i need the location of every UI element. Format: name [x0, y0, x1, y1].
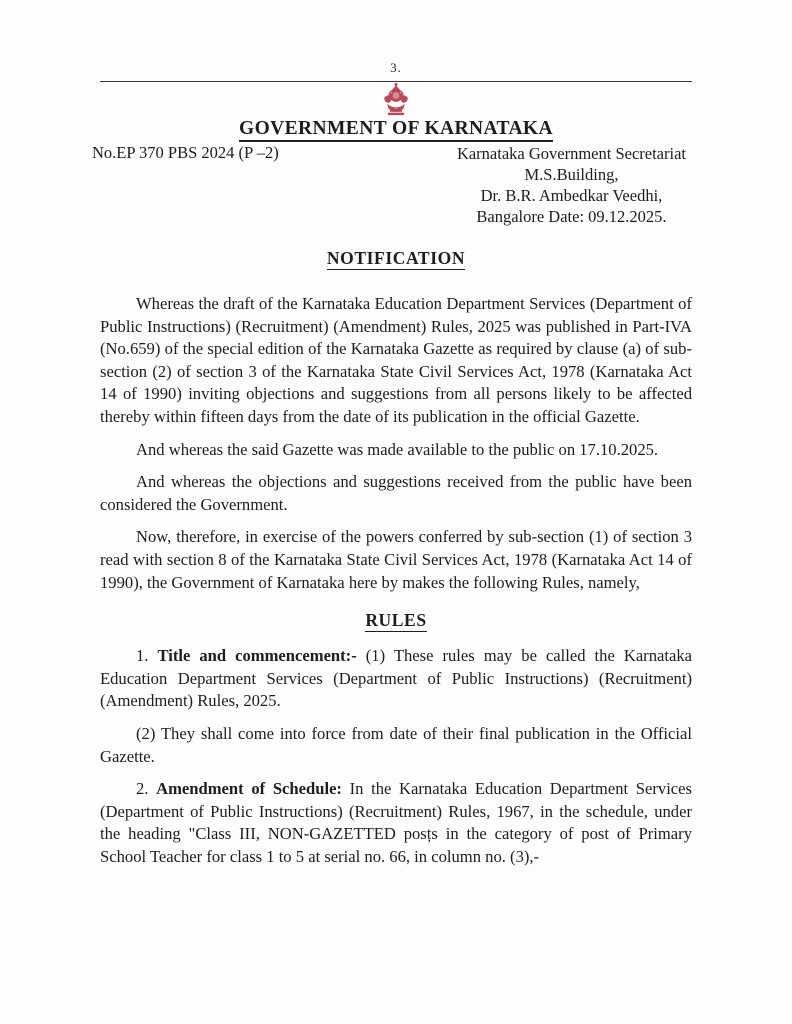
- address-block: [457, 143, 686, 227]
- address-line: M.S.Building,: [524, 165, 619, 184]
- address-line: Karnataka Government Secretariat: [456, 144, 686, 163]
- rule-text: (1) These rules may be called the Karnataka Education Department Services (Department of Public Instructions) (Recruitment) (Amendment) Rules, 2025.: [100, 646, 693, 711]
- org-title: GOVERNMENT OF KARNATAKA: [0, 118, 792, 140]
- paragraph-gazette-available: And whereas the said Gazette was made available to the public on 17.10.2025.: [136, 439, 659, 459]
- karnataka-emblem-icon: [0, 83, 792, 117]
- rule-label: Amendment of Schedule:: [156, 779, 342, 799]
- page-number: 3.: [390, 60, 402, 75]
- notification-body: [100, 293, 692, 594]
- rule-label: Title and commencement:-: [157, 646, 357, 666]
- address-line-date: Bangalore Date: 09.12.2025.: [476, 207, 667, 226]
- header-rule: [100, 81, 692, 82]
- rules-heading: RULES: [365, 610, 427, 631]
- address-line: Dr. B.R. Ambedkar Veedhi,: [480, 186, 663, 205]
- letter-header: [92, 143, 692, 227]
- rule-item-commencement-2: [100, 723, 692, 768]
- rules-body: [100, 645, 692, 868]
- rule-number: 1.: [136, 646, 149, 666]
- paragraph-whereas-draft: Whereas the draft of the Karnataka Education Department Services (Department of Public Instructions) (Recruitment) (Amendment) Rules, 2025 was published in Part-IVA (No.659) of the special edition of the Karnataka Gazette as required by clause (a) of sub-section (2) of section 3 of the Karnataka State Civil Services Act, 1978 (Karnataka Act 14 of 1990) inviting objections and suggestions from all persons likely to be affected thereby within fifteen days from the date of its publication in the official Gazette.: [100, 294, 692, 426]
- paragraph-objections-considered: And whereas the objections and suggestions received from the public have been considered the Government.: [100, 472, 692, 514]
- paragraph-now-therefore: Now, therefore, in exercise of the powers conferred by sub-section (1) of section 3 read with section 8 of the Karnataka State Civil Services Act, 1978 (Karnataka Act 14 of 1990), the Government of Karnataka here by makes the following Rules, namely,: [100, 527, 692, 592]
- rule-number: 2.: [136, 779, 149, 799]
- rule-text: (2) They shall come into force from date of their final publication in the Official Gazette.: [100, 723, 692, 766]
- reference-number: No.EP 370 PBS 2024 (P –2): [92, 143, 279, 162]
- rule-item-amendment-schedule: [100, 778, 692, 868]
- rule-text: In the Karnataka Education Department Services (Department of Public Instructions) (Recruitment) Rules, 1967, in the schedule, under the heading "Class III, NON-GAZETTED posțs in the category of post of Primary School Teacher for class 1 to 5 at serial no. 66, in column no. (3),-: [100, 779, 692, 866]
- notification-heading: NOTIFICATION: [326, 248, 466, 268]
- rule-item-title-commencement: [100, 645, 692, 713]
